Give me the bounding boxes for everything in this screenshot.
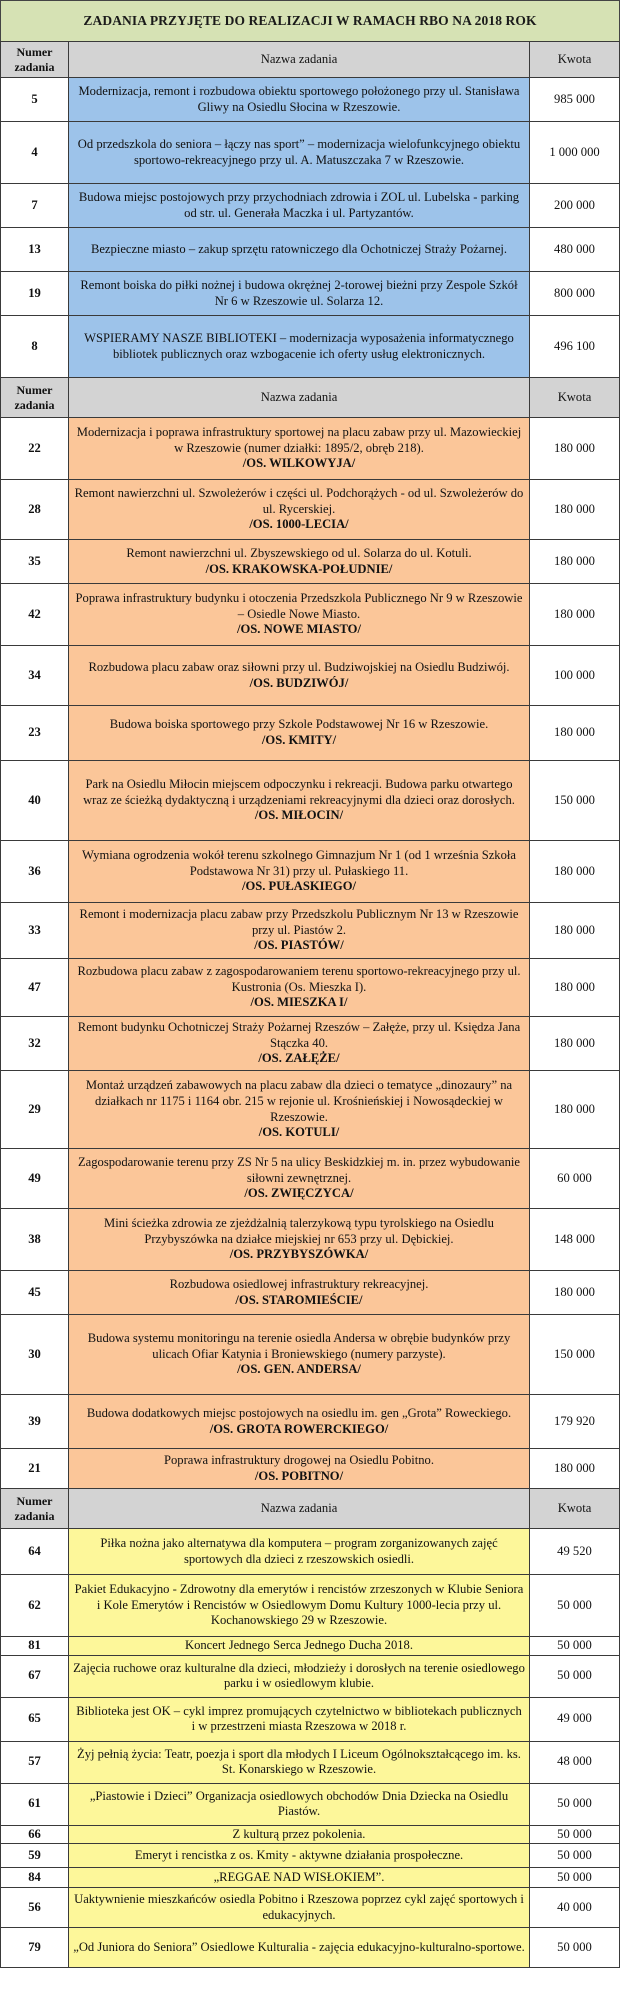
task-number: 79 <box>1 1928 69 1968</box>
task-amount: 40 000 <box>530 1888 620 1928</box>
task-number: 39 <box>1 1395 69 1449</box>
table-row <box>1 1825 620 1844</box>
section-header-row <box>1 1489 620 1529</box>
task-name-text: Zajęcia ruchowe oraz kulturalne dla dzieci, młodzieży i dorosłych na terenie osiedlowego parku i w osiedlowym klubie. <box>73 1660 525 1691</box>
task-name <box>69 272 530 316</box>
task-name-text: Budowa boiska sportowego przy Szkole Podstawowej Nr 16 w Rzeszowie. <box>109 717 489 732</box>
task-name <box>69 1928 530 1968</box>
task-number: 29 <box>1 1071 69 1149</box>
task-amount: 60 000 <box>530 1149 620 1209</box>
task-name-text: Z kulturą przez pokolenia. <box>232 1826 366 1841</box>
task-location: /OS. NOWE MIASTO/ <box>237 622 361 637</box>
table-row <box>1 1637 620 1656</box>
header-amount: Kwota <box>530 378 620 418</box>
task-amount: 800 000 <box>530 272 620 316</box>
task-name <box>69 1529 530 1575</box>
task-amount: 50 000 <box>530 1825 620 1844</box>
table-row <box>1 316 620 378</box>
task-amount: 50 000 <box>530 1783 620 1825</box>
task-number: 65 <box>1 1697 69 1741</box>
task-number: 19 <box>1 272 69 316</box>
task-name-text: Park na Osiedlu Miłocin miejscem odpoczynku i rekreacji. Budowa parku otwartego wraz ze ścieżką dydaktyczną i urządzeniami rekreacyjnymi dla dzieci oraz dorosłych. <box>83 777 515 807</box>
task-amount: 180 000 <box>530 540 620 584</box>
task-name <box>69 78 530 122</box>
task-name <box>69 316 530 378</box>
task-number: 49 <box>1 1149 69 1209</box>
task-location: /OS. KOTULI/ <box>258 1125 340 1140</box>
table-row <box>1 1928 620 1968</box>
task-name <box>69 646 530 706</box>
task-name <box>69 1868 530 1888</box>
task-location: /OS. MIESZKA I/ <box>250 995 348 1010</box>
task-name-text: Remont budynku Ochotniczej Straży Pożarnej Rzeszów – Załęże, przy ul. Księdza Jana Stączka 40. <box>77 1020 521 1050</box>
task-name-text: Budowa systemu monitoringu na terenie osiedla Andersa w obrębie budynków przy ulicach Ofiar Katynia i Broniewskiego (numery parzyste). <box>87 1331 511 1361</box>
task-name <box>69 1825 530 1844</box>
task-location: /OS. POBITNO/ <box>254 1468 344 1483</box>
tasks-table-body <box>1 42 620 1968</box>
task-name-text: Modernizacja, remont i rozbudowa obiektu sportowego położonego przy ul. Stanisława Gliwy na Osiedlu Słocina w Rzeszowie. <box>78 83 520 114</box>
task-name <box>69 706 530 761</box>
table-row <box>1 1017 620 1071</box>
table-row <box>1 1071 620 1149</box>
task-name <box>69 1449 530 1489</box>
table-row <box>1 1449 620 1489</box>
task-number: 5 <box>1 78 69 122</box>
task-location: /OS. WILKOWYJA/ <box>242 456 356 471</box>
table-row <box>1 1868 620 1888</box>
task-name <box>69 1655 530 1697</box>
task-number: 84 <box>1 1868 69 1888</box>
task-number: 64 <box>1 1529 69 1575</box>
table-row <box>1 903 620 959</box>
task-name-text: „Od Juniora do Seniora” Osiedlowe Kulturalia - zajęcia edukacyjno-kulturalno-sportowe. <box>73 1939 525 1954</box>
task-name <box>69 1844 530 1868</box>
task-amount: 180 000 <box>530 480 620 540</box>
task-number: 66 <box>1 1825 69 1844</box>
task-name <box>69 1637 530 1656</box>
task-name-text: WSPIERAMY NASZE BIBLIOTEKI – modernizacja wyposażenia informatycznego bibliotek publicznych oraz wzbogacenie ich oferty usług elektronicznych. <box>84 330 514 361</box>
task-name-text: Poprawa infrastruktury budynku i otoczenia Przedszkola Publicznego Nr 9 w Rzeszowie – Osiedle Nowe Miasto. <box>75 591 523 621</box>
section-header-row <box>1 378 620 418</box>
task-amount: 180 000 <box>530 584 620 646</box>
task-number: 47 <box>1 959 69 1017</box>
task-name-text: Remont boiska do piłki nożnej i budowa okrężnej 2-torowej bieżni przy Zespole Szkół Nr 6 w Rzeszowie ul. Solarza 12. <box>80 277 518 308</box>
table-row <box>1 1655 620 1697</box>
table-row <box>1 1315 620 1395</box>
task-location: /OS. PIASTÓW/ <box>254 938 344 953</box>
table-row <box>1 1575 620 1637</box>
task-amount: 179 920 <box>530 1395 620 1449</box>
task-name-text: Montaż urządzeń zabawowych na placu zabaw dla dzieci o tematyce „dinozaury” na działkach nr 1175 i 1164 obr. 215 w rejonie ul. Krośnieńskiej i Nowosądeckiej w Rzeszowie. <box>85 1078 513 1124</box>
table-row <box>1 540 620 584</box>
task-number: 7 <box>1 184 69 228</box>
task-name <box>69 959 530 1017</box>
task-name <box>69 841 530 903</box>
task-name <box>69 1271 530 1315</box>
task-number: 38 <box>1 1209 69 1271</box>
task-name <box>69 480 530 540</box>
task-name <box>69 184 530 228</box>
table-row <box>1 1271 620 1315</box>
task-name-text: Budowa dodatkowych miejsc postojowych na osiedlu im. gen „Grota” Roweckiego. <box>86 1405 512 1420</box>
task-location: /OS. GEN. ANDERSA/ <box>237 1362 361 1377</box>
table-row <box>1 1741 620 1783</box>
table-row <box>1 959 620 1017</box>
task-amount: 50 000 <box>530 1575 620 1637</box>
table-row <box>1 841 620 903</box>
task-amount: 200 000 <box>530 184 620 228</box>
task-location: /OS. PRZYBYSZÓWKA/ <box>229 1247 369 1262</box>
task-amount: 50 000 <box>530 1928 620 1968</box>
table-row <box>1 272 620 316</box>
task-name <box>69 1575 530 1637</box>
task-amount: 180 000 <box>530 841 620 903</box>
table-row <box>1 1844 620 1868</box>
task-amount: 148 000 <box>530 1209 620 1271</box>
task-number: 57 <box>1 1741 69 1783</box>
table-row <box>1 78 620 122</box>
task-name-text: „Piastowie i Dzieci” Organizacja osiedlowych obchodów Dnia Dziecka na Osiedlu Piastów. <box>89 1788 509 1819</box>
task-name-text: Bezpieczne miasto – zakup sprzętu ratowniczego dla Ochotniczej Straży Pożarnej. <box>90 241 508 256</box>
task-name-text: Budowa miejsc postojowych przy przychodniach zdrowia i ZOL ul. Lubelska - parking od str. ul. Generała Maczka i ul. Partyzantów. <box>78 189 520 220</box>
task-number: 8 <box>1 316 69 378</box>
task-name-text: Rozbudowa placu zabaw oraz siłowni przy ul. Budziwojskiej na Osiedlu Budziwój. <box>88 659 510 674</box>
task-name <box>69 1071 530 1149</box>
task-location: /OS. BUDZIWÓJ/ <box>249 675 349 690</box>
task-number: 81 <box>1 1637 69 1656</box>
task-name <box>69 1783 530 1825</box>
task-name <box>69 418 530 480</box>
task-name-text: Zagospodarowanie terenu przy ZS Nr 5 na ulicy Beskidzkiej m. in. przez wybudowanie siłowni zewnętrznej. <box>77 1155 521 1185</box>
task-name-text: Remont nawierzchni ul. Zbyszewskiego od ul. Solarza do ul. Kotuli. <box>126 545 472 560</box>
task-amount: 50 000 <box>530 1637 620 1656</box>
task-amount: 49 520 <box>530 1529 620 1575</box>
table-row <box>1 706 620 761</box>
task-name <box>69 1697 530 1741</box>
task-name-text: Poprawa infrastruktury drogowej na Osiedlu Pobitno. <box>163 1452 435 1467</box>
task-name-text: Wymiana ogrodzenia wokół terenu szkolnego Gimnazjum Nr 1 (od 1 września Szkoła Podstawowa Nr 31) przy ul. Pułaskiego 11. <box>82 848 516 878</box>
task-name-text: Pakiet Edukacyjno - Zdrowotny dla emerytów i rencistów zrzeszonych w Klubie Seniora i Kole Emerytów i Rencistów w Osiedlowym Domu Kultury 1000-lecia przy ul. Kochanowskiego 29 w Rzeszowie. <box>74 1582 524 1628</box>
task-amount: 985 000 <box>530 78 620 122</box>
table-row <box>1 184 620 228</box>
task-amount: 180 000 <box>530 418 620 480</box>
task-number: 33 <box>1 903 69 959</box>
header-name: Nazwa zadania <box>69 1489 530 1529</box>
document-title: ZADANIA PRZYJĘTE DO REALIZACJI W RAMACH RBO NA 2018 ROK <box>0 0 620 42</box>
task-number: 23 <box>1 706 69 761</box>
table-row <box>1 228 620 272</box>
task-amount: 49 000 <box>530 1697 620 1741</box>
task-name <box>69 903 530 959</box>
task-amount: 150 000 <box>530 1315 620 1395</box>
task-number: 35 <box>1 540 69 584</box>
header-amount: Kwota <box>530 1489 620 1529</box>
task-name-text: Od przedszkola do seniora – łączy nas sport” – modernizacja wielofunkcyjnego obiektu sportowo-rekreacyjnego przy ul. A. Matuszczaka 7 w Rzeszowie. <box>77 136 521 167</box>
task-name-text: „REGGAE NAD WISŁOKIEM”. <box>213 1869 385 1884</box>
task-amount: 100 000 <box>530 646 620 706</box>
task-number: 4 <box>1 122 69 184</box>
task-number: 34 <box>1 646 69 706</box>
task-location: /OS. MIŁOCIN/ <box>254 808 344 823</box>
task-location: /OS. KRAKOWSKA-POŁUDNIE/ <box>205 561 393 576</box>
table-row <box>1 1395 620 1449</box>
task-name-text: Rozbudowa osiedlowej infrastruktury rekreacyjnej. <box>169 1276 429 1291</box>
table-row <box>1 761 620 841</box>
task-name-text: Remont i modernizacja placu zabaw przy Przedszkolu Publicznym Nr 13 w Rzeszowie przy ul. Piastów 2. <box>79 907 519 937</box>
task-amount: 48 000 <box>530 1741 620 1783</box>
table-row <box>1 1529 620 1575</box>
task-name-text: Rozbudowa placu zabaw z zagospodarowaniem terenu sportowo-rekreacyjnego przy ul. Kustronia (Os. Mieszka I). <box>77 964 521 994</box>
task-amount: 180 000 <box>530 903 620 959</box>
task-name <box>69 1315 530 1395</box>
task-location: /OS. ZWIĘCZYCA/ <box>244 1186 354 1201</box>
task-location: /OS. 1000-LECIA/ <box>249 517 349 532</box>
task-name-text: Żyj pełnią życia: Teatr, poezja i sport dla młodych I Liceum Ogólnokształcącego im. ks. St. Konarskiego w Rzeszowie. <box>77 1746 521 1777</box>
table-row <box>1 1783 620 1825</box>
task-name <box>69 761 530 841</box>
table-row <box>1 584 620 646</box>
task-amount: 180 000 <box>530 1449 620 1489</box>
task-number: 40 <box>1 761 69 841</box>
section-header-row <box>1 42 620 78</box>
table-row <box>1 1697 620 1741</box>
task-name-text: Piłka nożna jako alternatywa dla komputera – program zorganizowanych zajęć sportowych dla dzieci z rzeszowskich osiedli. <box>100 1535 498 1566</box>
task-number: 36 <box>1 841 69 903</box>
task-number: 30 <box>1 1315 69 1395</box>
task-number: 22 <box>1 418 69 480</box>
table-row <box>1 646 620 706</box>
task-name <box>69 1017 530 1071</box>
table-row <box>1 480 620 540</box>
task-number: 42 <box>1 584 69 646</box>
task-number: 56 <box>1 1888 69 1928</box>
task-name-text: Koncert Jednego Serca Jednego Ducha 2018. <box>184 1638 413 1652</box>
task-name-text: Emeryt i rencistka z os. Kmity - aktywne działania prospołeczne. <box>134 1847 464 1862</box>
task-number: 28 <box>1 480 69 540</box>
table-row <box>1 122 620 184</box>
header-number: Numer zadania <box>1 42 69 78</box>
task-number: 45 <box>1 1271 69 1315</box>
task-name <box>69 1741 530 1783</box>
task-amount: 180 000 <box>530 706 620 761</box>
task-number: 32 <box>1 1017 69 1071</box>
task-name <box>69 1149 530 1209</box>
task-amount: 50 000 <box>530 1844 620 1868</box>
task-amount: 150 000 <box>530 761 620 841</box>
header-name: Nazwa zadania <box>69 42 530 78</box>
task-amount: 50 000 <box>530 1868 620 1888</box>
task-number: 13 <box>1 228 69 272</box>
task-amount: 180 000 <box>530 1271 620 1315</box>
header-name: Nazwa zadania <box>69 378 530 418</box>
task-number: 62 <box>1 1575 69 1637</box>
task-amount: 180 000 <box>530 1071 620 1149</box>
task-location: /OS. PUŁASKIEGO/ <box>241 879 357 894</box>
task-name-text: Mini ścieżka zdrowia ze zjeżdżalnią talerzykową typu tyrolskiego na Osiedlu Przybyszówka na działce miejskiej nr 653 przy ul. Dębickiej. <box>104 1216 494 1246</box>
task-number: 59 <box>1 1844 69 1868</box>
table-row <box>1 1149 620 1209</box>
task-name <box>69 228 530 272</box>
task-amount: 180 000 <box>530 1017 620 1071</box>
task-name <box>69 584 530 646</box>
task-name <box>69 122 530 184</box>
table-row <box>1 418 620 480</box>
task-name <box>69 540 530 584</box>
task-number: 67 <box>1 1655 69 1697</box>
header-amount: Kwota <box>530 42 620 78</box>
header-number: Numer zadania <box>1 378 69 418</box>
task-amount: 50 000 <box>530 1655 620 1697</box>
task-number: 61 <box>1 1783 69 1825</box>
task-name <box>69 1209 530 1271</box>
task-name-text: Modernizacja i poprawa infrastruktury sportowej na placu zabaw przy ul. Mazowieckiej w Rzeszowie (numer działki: 1895/2, obręb 218). <box>76 425 522 455</box>
task-name <box>69 1888 530 1928</box>
task-number: 21 <box>1 1449 69 1489</box>
header-number: Numer zadania <box>1 1489 69 1529</box>
task-name-text: Remont nawierzchni ul. Szwoleżerów i części ul. Podchorążych - od ul. Szwoleżerów do ul. Rycerskiej. <box>74 486 524 516</box>
task-location: /OS. GROTA ROWERCKIEGO/ <box>209 1421 389 1436</box>
task-location: /OS. ZAŁĘŻE/ <box>258 1051 340 1066</box>
task-name <box>69 1395 530 1449</box>
task-location: /OS. KMITY/ <box>261 733 337 747</box>
task-amount: 496 100 <box>530 316 620 378</box>
task-amount: 480 000 <box>530 228 620 272</box>
table-row <box>1 1888 620 1928</box>
task-location: /OS. STAROMIEŚCIE/ <box>235 1292 363 1307</box>
table-row <box>1 1209 620 1271</box>
tasks-table <box>0 41 620 1968</box>
task-amount: 1 000 000 <box>530 122 620 184</box>
task-amount: 180 000 <box>530 959 620 1017</box>
task-name-text: Biblioteka jest OK – cykl imprez promujących czytelnictwo w bibliotekach publicznych i w przestrzeni miasta Rzeszowa w 2018 r. <box>76 1703 522 1734</box>
task-name-text: Uaktywnienie mieszkańców osiedla Pobitno i Rzeszowa poprzez cykl zajęć sportowych i edukacyjnych. <box>74 1892 524 1922</box>
